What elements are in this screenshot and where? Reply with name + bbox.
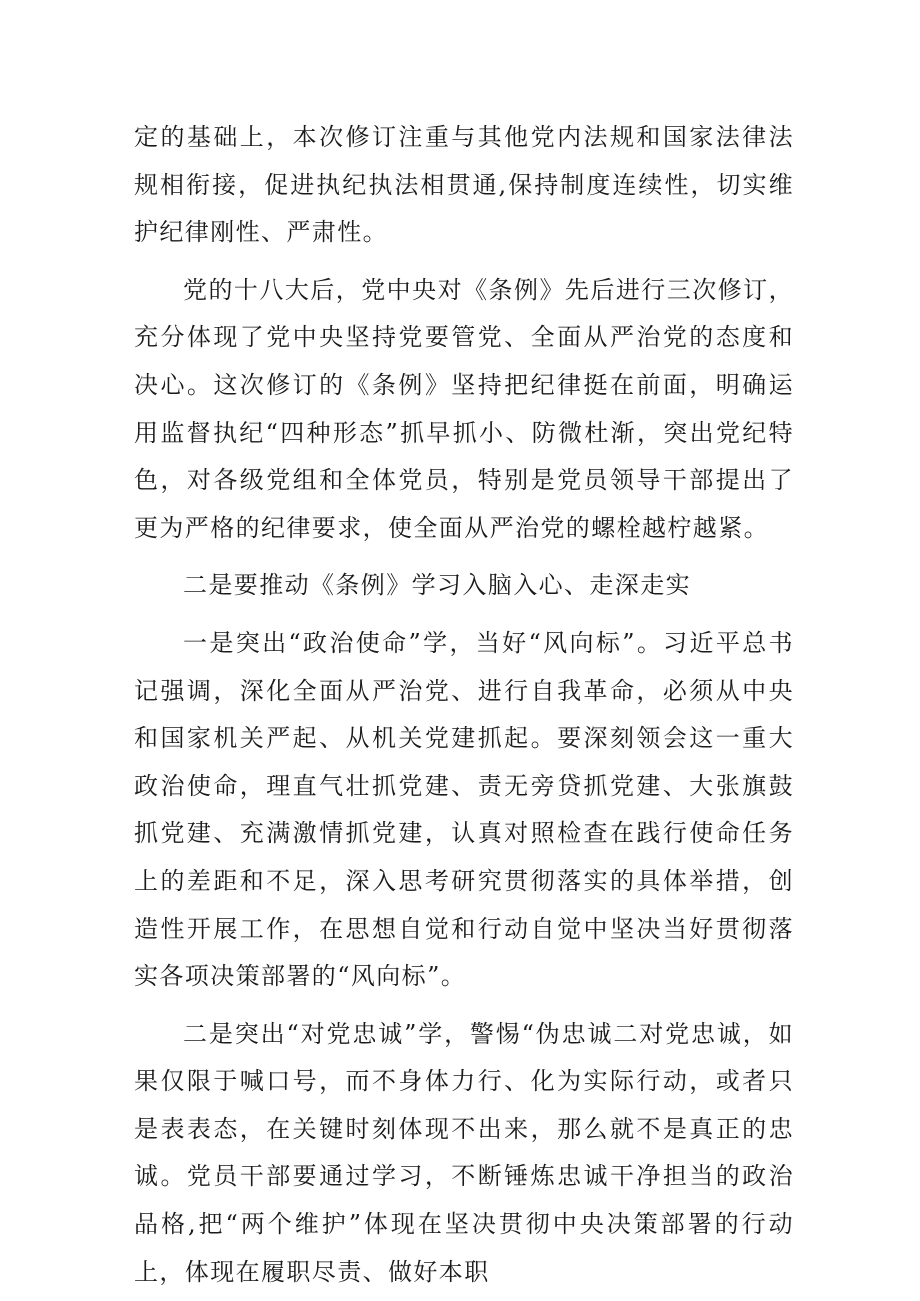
paragraph-gap	[134, 1001, 794, 1011]
paragraph: 二是突出“对党忠诚”学，警惕“伪忠诚二对党忠诚，如果仅限于喊口号，而不身体力行、化为实际行动，或者只是表表态，在关键时刻体现不出来，那么就不是真正的忠诚。党员干部要通过学习，不断锤炼忠诚干净担当的政治品格,把“两个维护”体现在坚决贯彻中央决策部署的行动上，体现在履职尽责、做好本职	[134, 1019, 794, 1286]
paragraph-gap	[134, 552, 794, 562]
section-heading: 二是要推动《条例》学习入脑入心、走深走实	[183, 571, 691, 600]
paragraph-continued: 定的基础上，本次修订注重与其他党内法规和国家法律法规相衔接，促进执纪执法相贯通,保持制度连续性，切实维护纪律刚性、严肃性。	[134, 123, 794, 247]
paragraph-gap	[134, 610, 794, 620]
paragraph-gap	[134, 257, 794, 267]
paragraph: 一是突出“政治使命”学，当好“风向标”。习近平总书记强调，深化全面从严治党、进行自我革命，必须从中央和国家机关严起、从机关党建抓起。要深刻领会这一重大政治使命，理直气壮抓党建、责无旁贷抓党建、大张旗鼓抓党建、充满激情抓党建，认真对照检查在践行使命任务上的差距和不足，深入思考研究贯彻落实的具体举措，创造性开展工作，在思想自觉和行动自觉中坚决当好贯彻落实各项决策部署的“风向标”。	[134, 628, 794, 991]
paragraph: 党的十八大后，党中央对《条例》先后进行三次修订，充分体现了党中央坚持党要管党、全面从严治党的态度和决心。这次修订的《条例》坚持把纪律挺在前面，明确运用监督执纪“四种形态”抓早抓小、防微杜渐，突出党纪特色，对各级党组和全体党员，特别是党员领导干部提出了更为严格的纪律要求，使全面从严治党的螺栓越柠越紧。	[134, 275, 794, 542]
document-body	[134, 114, 794, 1296]
